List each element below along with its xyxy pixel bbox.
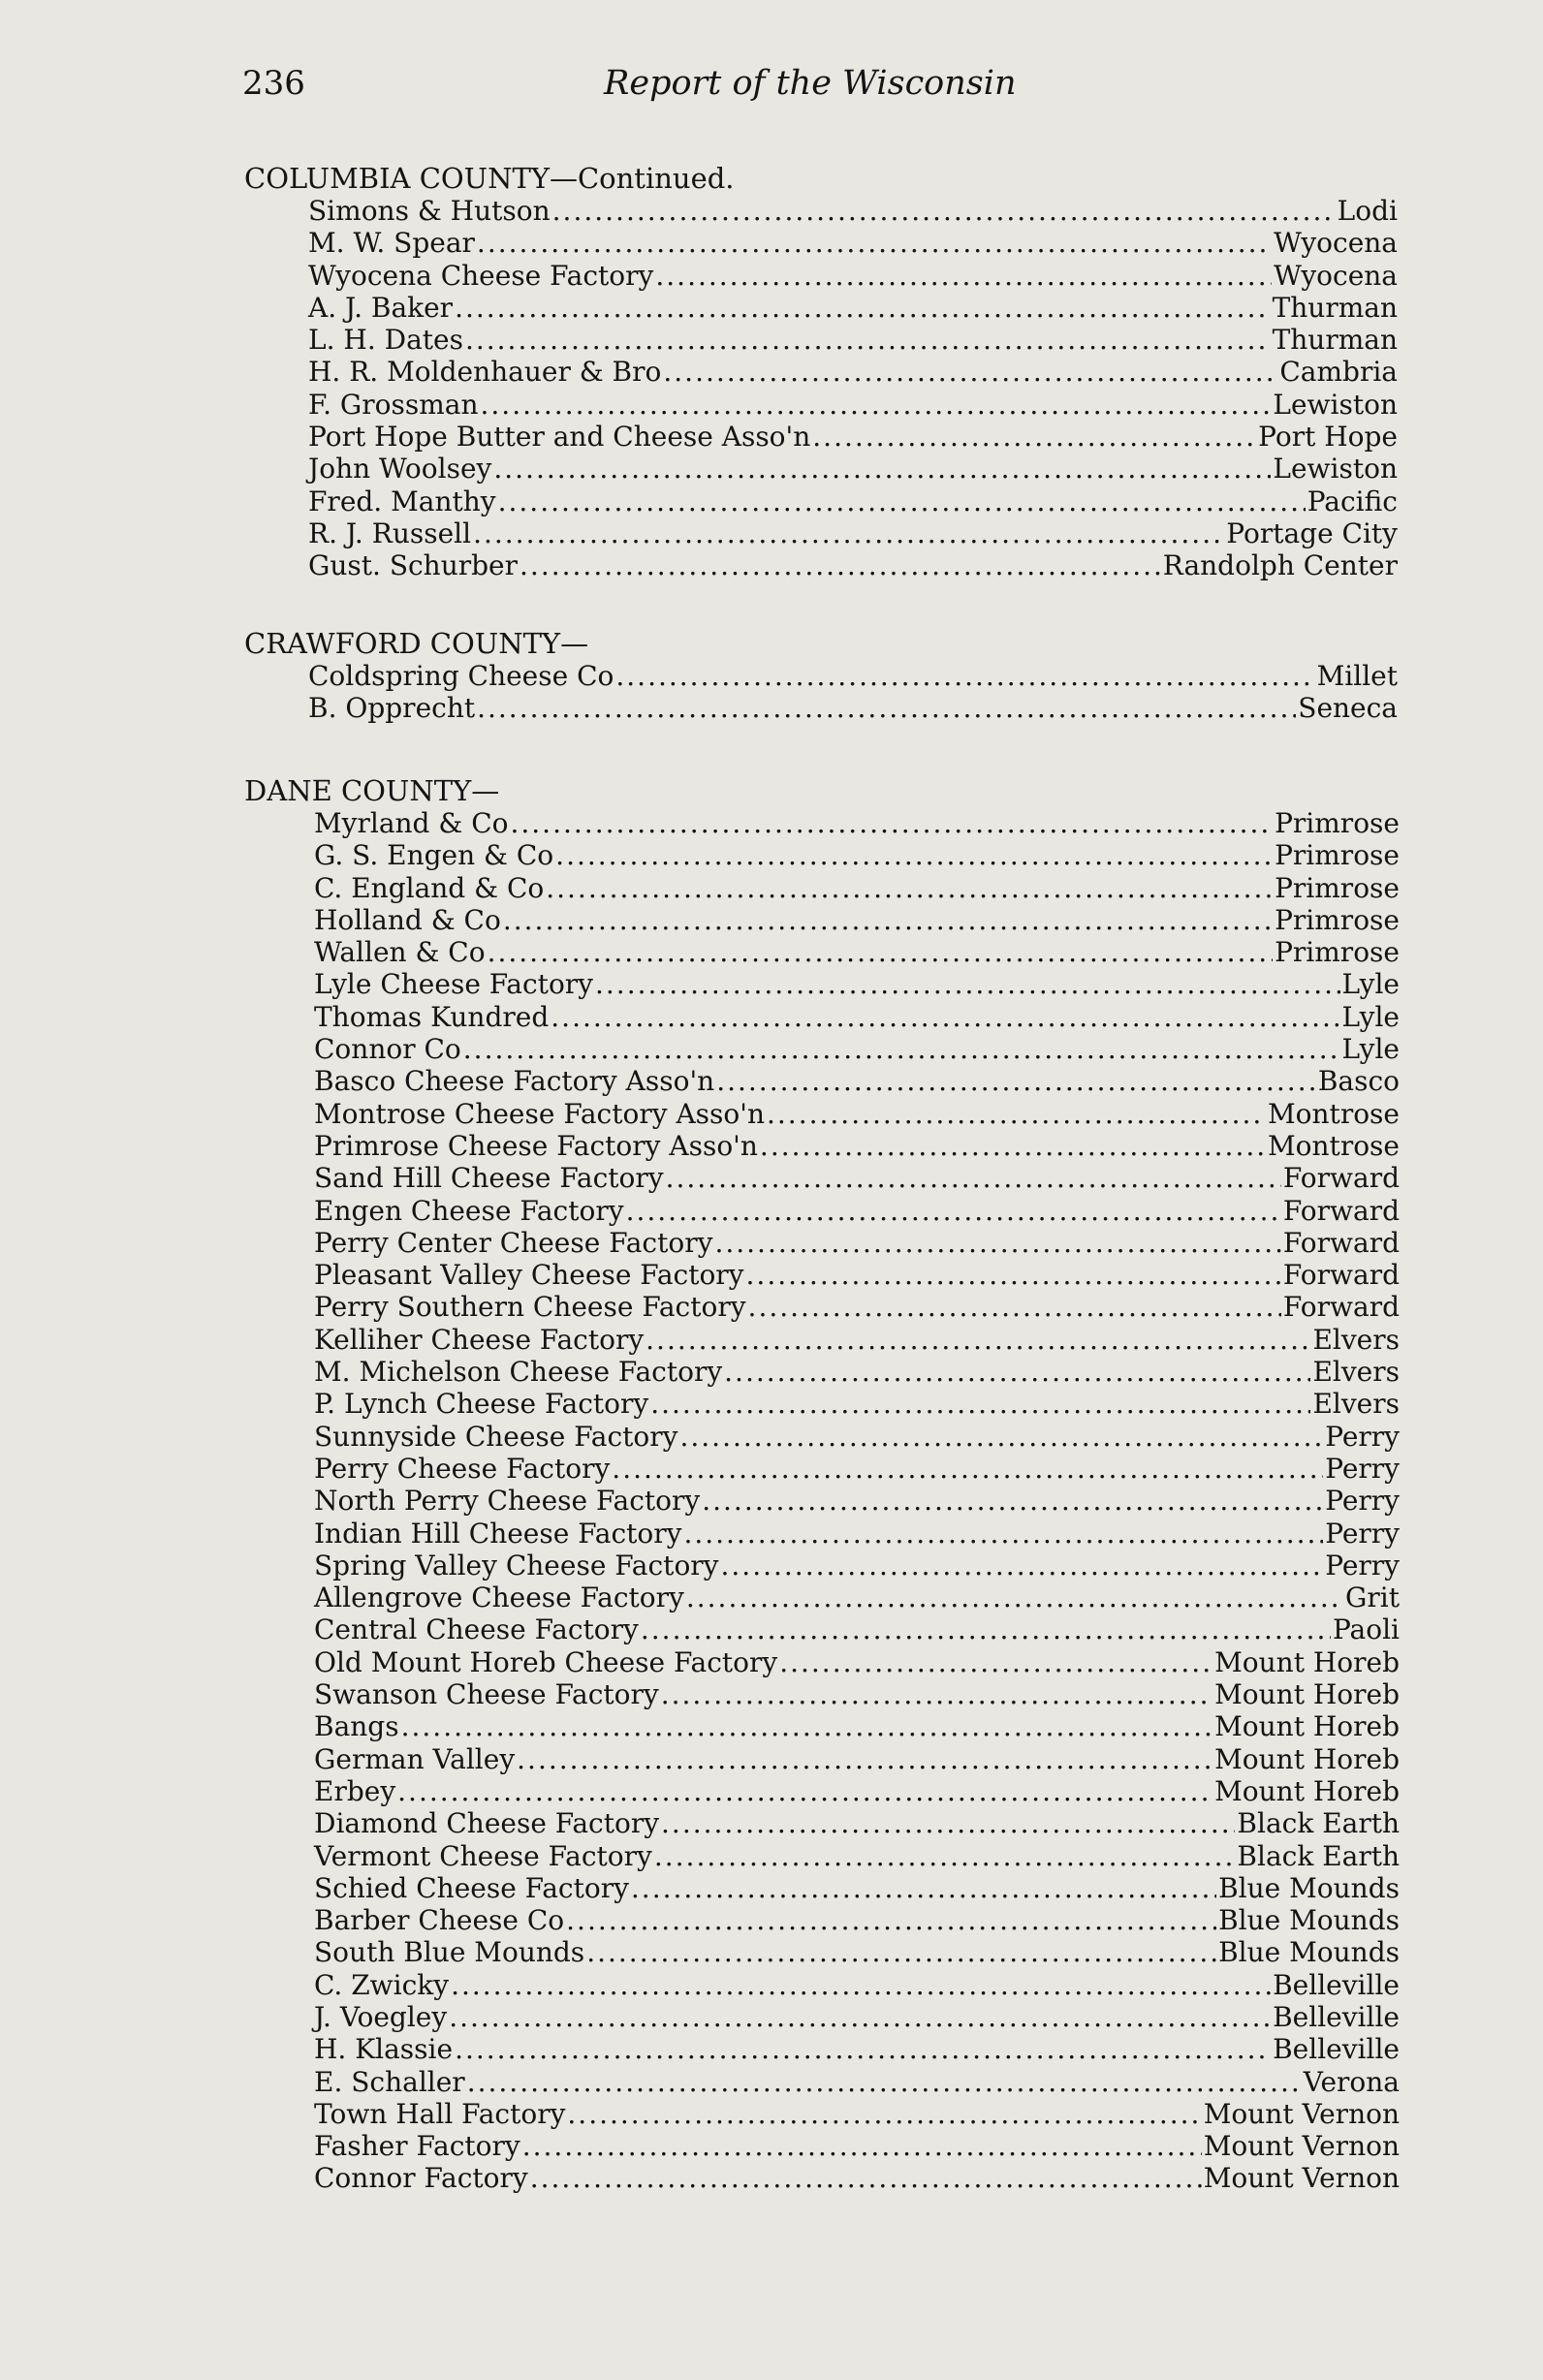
entry-place: Blue Mounds bbox=[1218, 1904, 1400, 1937]
entry-place: Mount Horeb bbox=[1214, 1710, 1400, 1743]
entry-place: Primrose bbox=[1275, 807, 1400, 839]
dot-leader bbox=[449, 2001, 1271, 2033]
list-item bbox=[308, 260, 1398, 292]
entry-place: Perry bbox=[1325, 1549, 1400, 1581]
dot-leader bbox=[683, 1518, 1323, 1550]
entry-name: Perry Cheese Factory bbox=[314, 1452, 611, 1485]
entry-name: Lyle Cheese Factory bbox=[314, 968, 593, 1001]
dot-leader bbox=[641, 1613, 1331, 1645]
dot-leader bbox=[498, 485, 1306, 517]
entry-place: Perry bbox=[1325, 1420, 1400, 1453]
entry-name: Pleasant Valley Cheese Factory bbox=[314, 1259, 744, 1292]
dot-leader bbox=[661, 1807, 1235, 1839]
dot-leader bbox=[455, 2033, 1271, 2065]
dot-leader bbox=[522, 2130, 1202, 2162]
list-item bbox=[314, 968, 1400, 1000]
entry-name: Diamond Cheese Factory bbox=[314, 1807, 660, 1840]
dot-leader bbox=[455, 292, 1271, 324]
entry-place: Verona bbox=[1303, 2065, 1400, 2098]
entry-name: P. Lynch Cheese Factory bbox=[314, 1388, 649, 1421]
entry-name: H. Klassie bbox=[314, 2033, 454, 2066]
entry-name: Engen Cheese Factory bbox=[314, 1194, 624, 1227]
dot-leader bbox=[477, 227, 1272, 259]
entry-place: Primrose bbox=[1275, 903, 1400, 936]
dot-leader bbox=[746, 1259, 1281, 1291]
list-item bbox=[308, 549, 1398, 581]
entry-name: Basco Cheese Factory Asso'n bbox=[314, 1065, 715, 1098]
list-item bbox=[314, 1807, 1400, 1839]
list-item bbox=[314, 1001, 1400, 1033]
entry-place: Forward bbox=[1282, 1194, 1400, 1227]
county-section-columbia bbox=[244, 163, 1398, 582]
dot-leader bbox=[551, 1001, 1339, 1033]
list-item bbox=[314, 904, 1400, 936]
entry-name: C. Zwicky bbox=[314, 1968, 450, 2001]
entry-name: Wallen & Co bbox=[314, 936, 486, 969]
entry-place: Basco bbox=[1317, 1065, 1400, 1098]
entry-name: German Valley bbox=[314, 1742, 516, 1775]
dot-leader bbox=[612, 1453, 1323, 1485]
list-item bbox=[314, 1453, 1400, 1485]
dot-leader bbox=[493, 453, 1271, 485]
entry-list bbox=[314, 807, 1400, 2195]
entry-place: Belleville bbox=[1273, 1968, 1400, 2001]
list-item bbox=[314, 1259, 1400, 1291]
list-item bbox=[308, 195, 1398, 227]
list-item bbox=[314, 2066, 1400, 2098]
entry-name: Perry Southern Cheese Factory bbox=[314, 1291, 746, 1324]
list-item bbox=[314, 1775, 1400, 1807]
entry-place: Perry bbox=[1325, 1452, 1400, 1485]
dot-leader bbox=[661, 1678, 1212, 1710]
entry-place: Mount Vernon bbox=[1203, 2130, 1400, 2163]
list-item bbox=[314, 1678, 1400, 1710]
dot-leader bbox=[467, 2066, 1302, 2098]
list-item bbox=[314, 1324, 1400, 1356]
entry-name: Schied Cheese Factory bbox=[314, 1871, 629, 1904]
entry-list bbox=[308, 660, 1398, 725]
entry-list bbox=[308, 195, 1398, 582]
county-heading: COLUMBIA COUNTY—Continued. bbox=[244, 162, 735, 195]
list-item bbox=[314, 1356, 1400, 1388]
list-item bbox=[314, 1840, 1400, 1872]
entry-place: Black Earth bbox=[1237, 1807, 1400, 1840]
entry-place: Grit bbox=[1345, 1581, 1400, 1614]
dot-leader bbox=[631, 1872, 1216, 1904]
list-item bbox=[308, 292, 1398, 324]
entry-name: Connor Co bbox=[314, 1033, 461, 1066]
dot-leader bbox=[586, 1936, 1216, 1968]
list-item bbox=[314, 1065, 1400, 1097]
entry-place: Elvers bbox=[1312, 1356, 1400, 1389]
entry-place: Lewiston bbox=[1273, 388, 1398, 421]
entry-place: Forward bbox=[1282, 1259, 1400, 1292]
dot-leader bbox=[812, 421, 1256, 453]
list-item bbox=[314, 1518, 1400, 1550]
entry-place: Pacific bbox=[1307, 485, 1398, 517]
list-item bbox=[314, 1936, 1400, 1968]
entry-name: Perry Center Cheese Factory bbox=[314, 1226, 713, 1259]
list-item bbox=[314, 1033, 1400, 1065]
dot-leader bbox=[655, 260, 1272, 292]
list-item bbox=[314, 1613, 1400, 1645]
dot-leader bbox=[779, 1646, 1212, 1678]
list-item bbox=[308, 517, 1398, 549]
county-section-crawford bbox=[244, 628, 1398, 725]
entry-place: Montrose bbox=[1268, 1129, 1400, 1162]
dot-leader bbox=[465, 324, 1271, 356]
entry-name: M. W. Spear bbox=[308, 227, 475, 260]
entry-name: Wyocena Cheese Factory bbox=[308, 259, 654, 292]
entry-place: Wyocena bbox=[1274, 227, 1398, 260]
entry-name: Coldspring Cheese Co bbox=[308, 660, 614, 692]
entry-place: Seneca bbox=[1298, 692, 1398, 725]
entry-place: Primrose bbox=[1275, 839, 1400, 872]
header-title: Report of the Wisconsin bbox=[604, 64, 1017, 103]
list-item bbox=[314, 1421, 1400, 1453]
dot-leader bbox=[503, 904, 1273, 936]
entry-place: Lyle bbox=[1341, 968, 1400, 1001]
entry-place: Belleville bbox=[1273, 2033, 1400, 2066]
dot-leader bbox=[552, 195, 1336, 227]
dot-leader bbox=[748, 1291, 1281, 1323]
entry-place: Mount Horeb bbox=[1214, 1742, 1400, 1775]
county-heading: CRAWFORD COUNTY— bbox=[244, 627, 589, 660]
dot-leader bbox=[567, 2098, 1201, 2130]
entry-place: Lyle bbox=[1341, 1000, 1400, 1033]
entry-name: North Perry Cheese Factory bbox=[314, 1485, 701, 1518]
entry-name: A. J. Baker bbox=[308, 291, 454, 324]
dot-leader bbox=[679, 1421, 1323, 1453]
entry-place: Cambria bbox=[1279, 356, 1398, 389]
entry-name: Sand Hill Cheese Factory bbox=[314, 1162, 664, 1195]
list-item bbox=[314, 1646, 1400, 1678]
entry-name: Town Hall Factory bbox=[314, 2097, 566, 2130]
entry-place: Millet bbox=[1316, 660, 1398, 692]
dot-leader bbox=[463, 1033, 1340, 1065]
entry-place: Primrose bbox=[1275, 871, 1400, 904]
list-item bbox=[314, 839, 1400, 871]
dot-leader bbox=[566, 1904, 1216, 1936]
entry-name: Swanson Cheese Factory bbox=[314, 1678, 659, 1711]
entry-name: C. England & Co bbox=[314, 871, 545, 904]
entry-name: Thomas Kundred bbox=[314, 1000, 550, 1033]
dot-leader bbox=[666, 1162, 1281, 1194]
dot-leader bbox=[686, 1581, 1343, 1613]
county-heading: DANE COUNTY— bbox=[244, 774, 500, 807]
dot-leader bbox=[724, 1356, 1310, 1388]
entry-place: Forward bbox=[1282, 1226, 1400, 1259]
entry-name: L. H. Dates bbox=[308, 324, 463, 357]
list-item bbox=[314, 1904, 1400, 1936]
entry-place: Wyocena bbox=[1274, 259, 1398, 292]
entry-place: Mount Vernon bbox=[1203, 2162, 1400, 2195]
dot-leader bbox=[401, 1710, 1212, 1742]
entry-name: Old Mount Horeb Cheese Factory bbox=[314, 1645, 778, 1678]
entry-place: Elvers bbox=[1312, 1323, 1400, 1356]
entry-name: Fasher Factory bbox=[314, 2130, 520, 2163]
entry-place: Thurman bbox=[1272, 291, 1398, 324]
entry-place: Paoli bbox=[1332, 1613, 1400, 1646]
entry-name: Holland & Co bbox=[314, 903, 501, 936]
list-item bbox=[314, 1291, 1400, 1323]
list-item bbox=[308, 356, 1398, 388]
entry-place: Montrose bbox=[1268, 1097, 1400, 1130]
dot-leader bbox=[650, 1388, 1310, 1420]
entry-name: R. J. Russell bbox=[308, 517, 472, 549]
list-item bbox=[308, 485, 1398, 517]
dot-leader bbox=[510, 807, 1273, 839]
entry-name: Montrose Cheese Factory Asso'n bbox=[314, 1097, 765, 1130]
list-item bbox=[314, 2130, 1400, 2162]
entry-name: Vermont Cheese Factory bbox=[314, 1839, 652, 1872]
entry-name: F. Grossman bbox=[308, 388, 479, 421]
page-number: 236 bbox=[242, 64, 305, 103]
entry-name: B. Opprecht bbox=[308, 692, 476, 725]
entry-place: Lewiston bbox=[1273, 453, 1398, 485]
dot-leader bbox=[397, 1775, 1212, 1807]
dot-leader bbox=[595, 968, 1340, 1000]
list-item bbox=[314, 1227, 1400, 1259]
entry-place: Forward bbox=[1282, 1291, 1400, 1324]
entry-name: Bangs bbox=[314, 1710, 399, 1743]
list-item bbox=[314, 1195, 1400, 1227]
entry-name: South Blue Mounds bbox=[314, 1936, 585, 1969]
dot-leader bbox=[646, 1324, 1310, 1356]
running-head bbox=[242, 64, 1396, 112]
list-item bbox=[314, 1130, 1400, 1162]
entry-place: Blue Mounds bbox=[1218, 1936, 1400, 1969]
entry-name: Connor Factory bbox=[314, 2162, 528, 2195]
list-item bbox=[314, 1485, 1400, 1517]
list-item bbox=[308, 389, 1398, 421]
entry-name: Spring Valley Cheese Factory bbox=[314, 1549, 719, 1581]
entry-place: Mount Horeb bbox=[1214, 1678, 1400, 1711]
list-item bbox=[308, 692, 1398, 724]
entry-name: Simons & Hutson bbox=[308, 195, 551, 227]
dot-leader bbox=[663, 356, 1277, 388]
entry-name: Kelliher Cheese Factory bbox=[314, 1323, 645, 1356]
entry-place: Portage City bbox=[1226, 517, 1398, 549]
list-item bbox=[314, 1162, 1400, 1194]
entry-name: Primrose Cheese Factory Asso'n bbox=[314, 1129, 758, 1162]
list-item bbox=[314, 1388, 1400, 1420]
dot-leader bbox=[530, 2162, 1202, 2194]
dot-leader bbox=[473, 517, 1224, 549]
list-item bbox=[314, 807, 1400, 839]
entry-place: Blue Mounds bbox=[1218, 1871, 1400, 1904]
dot-leader bbox=[714, 1227, 1280, 1259]
list-item bbox=[314, 1550, 1400, 1581]
dot-leader bbox=[716, 1065, 1316, 1097]
list-item bbox=[314, 1872, 1400, 1904]
entry-name: Gust. Schurber bbox=[308, 549, 519, 582]
list-item bbox=[308, 324, 1398, 356]
dot-leader bbox=[615, 660, 1314, 692]
entry-name: H. R. Moldenhauer & Bro bbox=[308, 356, 662, 389]
entry-name: E. Schaller bbox=[314, 2065, 465, 2098]
dot-leader bbox=[654, 1840, 1236, 1872]
list-item bbox=[314, 1098, 1400, 1130]
entry-place: Primrose bbox=[1275, 936, 1400, 969]
list-item bbox=[314, 1710, 1400, 1742]
dot-leader bbox=[555, 839, 1273, 871]
entry-name: M. Michelson Cheese Factory bbox=[314, 1356, 723, 1389]
dot-leader bbox=[477, 692, 1296, 724]
entry-name: Barber Cheese Co bbox=[314, 1904, 565, 1937]
county-section-dane bbox=[244, 775, 1400, 2195]
entry-name: Port Hope Butter and Cheese Asso'n bbox=[308, 421, 811, 454]
dot-leader bbox=[517, 1743, 1212, 1775]
list-item bbox=[308, 660, 1398, 692]
list-item bbox=[308, 421, 1398, 453]
entry-place: Belleville bbox=[1273, 2000, 1400, 2033]
entry-name: Myrland & Co bbox=[314, 807, 509, 839]
entry-place: Mount Horeb bbox=[1214, 1645, 1400, 1678]
dot-leader bbox=[488, 936, 1274, 968]
entry-place: Perry bbox=[1325, 1517, 1400, 1550]
dot-leader bbox=[626, 1195, 1281, 1227]
entry-place: Randolph Center bbox=[1162, 549, 1398, 582]
entry-name: J. Voegley bbox=[314, 2000, 448, 2033]
entry-name: Central Cheese Factory bbox=[314, 1613, 639, 1646]
dot-leader bbox=[767, 1098, 1266, 1130]
entry-place: Elvers bbox=[1312, 1388, 1400, 1421]
entry-place: Thurman bbox=[1272, 324, 1398, 357]
entry-name: Allengrove Cheese Factory bbox=[314, 1581, 684, 1614]
list-item bbox=[314, 936, 1400, 968]
entry-name: Indian Hill Cheese Factory bbox=[314, 1517, 682, 1550]
list-item bbox=[314, 2033, 1400, 2065]
entry-name: Sunnyside Cheese Factory bbox=[314, 1420, 678, 1453]
dot-leader bbox=[721, 1550, 1324, 1581]
entry-place: Black Earth bbox=[1237, 1839, 1400, 1872]
entry-place: Perry bbox=[1325, 1485, 1400, 1518]
entry-place: Mount Vernon bbox=[1203, 2097, 1400, 2130]
entry-place: Port Hope bbox=[1258, 421, 1398, 454]
list-item bbox=[314, 1743, 1400, 1775]
entry-name: Erbey bbox=[314, 1774, 396, 1807]
entry-name: John Woolsey bbox=[308, 453, 492, 485]
entry-place: Mount Horeb bbox=[1214, 1774, 1400, 1807]
entry-place: Forward bbox=[1282, 1162, 1400, 1195]
list-item bbox=[314, 1969, 1400, 2001]
dot-leader bbox=[481, 389, 1272, 421]
list-item bbox=[314, 872, 1400, 904]
list-item bbox=[308, 453, 1398, 485]
list-item bbox=[308, 227, 1398, 259]
dot-leader bbox=[451, 1969, 1271, 2001]
dot-leader bbox=[702, 1485, 1323, 1517]
entry-name: G. S. Engen & Co bbox=[314, 839, 554, 872]
list-item bbox=[314, 2098, 1400, 2130]
entry-place: Lodi bbox=[1337, 195, 1398, 227]
dot-leader bbox=[520, 549, 1161, 581]
dot-leader bbox=[546, 872, 1273, 904]
list-item bbox=[314, 2001, 1400, 2033]
entry-name: Fred. Manthy bbox=[308, 485, 496, 517]
dot-leader bbox=[760, 1130, 1266, 1162]
list-item bbox=[314, 1581, 1400, 1613]
list-item bbox=[314, 2162, 1400, 2194]
entry-place: Lyle bbox=[1341, 1033, 1400, 1066]
